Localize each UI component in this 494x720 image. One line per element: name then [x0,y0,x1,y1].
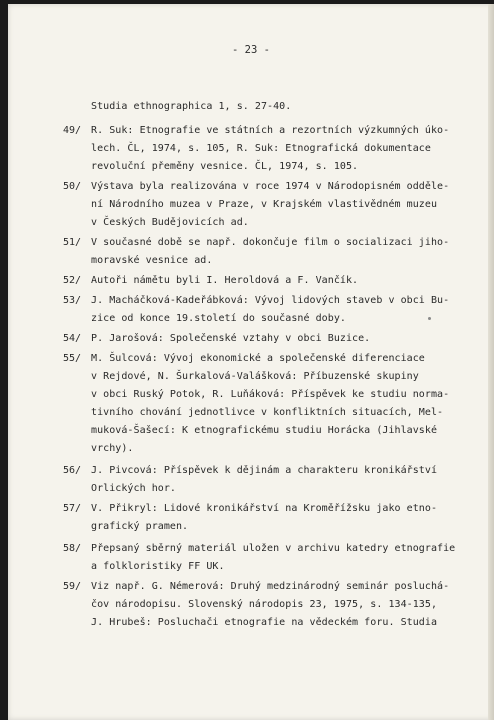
note-number: 53/ [63,295,82,306]
document-page [8,4,494,720]
line-text: M. Šulcová: Vývoj ekonomické a společenské diferenciace [91,353,425,364]
line-text: v Rejdové, N. Šurkalová-Valášková: Příbuzenské skupiny [91,371,419,382]
note-number: 50/ [63,181,82,192]
line-text: zice od konce 19.století do současné doby. [91,313,346,324]
line-text: J. Hrubeš: Posluchači etnografie na vědeckém foru. Studia [91,617,438,628]
line-text: a folkloristiky FF UK. [91,561,225,572]
page-number: - 23 - [232,44,270,56]
line-text: Studia ethnographica 1, s. 27-40. [91,101,292,112]
line-text: v obci Ruský Potok, R. Luňáková: Příspěvek ke studiu norma- [91,389,450,400]
line-text: Přepsaný sběrný materiál uložen v archivu katedry etnografie [91,543,456,554]
line-text: muková-Šašecí: K etnografickému studiu Horácka (Jihlavské [91,425,438,436]
note-number: 55/ [63,353,82,364]
note-number: 56/ [63,465,82,476]
line-text: V současné době se např. dokončuje film o socializaci jiho- [91,237,450,248]
line-text: P. Jarošová: Společenské vztahy v obci Buzice. [91,333,371,344]
line-text: ní Národního muzea v Praze, v Krajském vlastivědném muzeu [91,199,438,210]
line-text: Orlických hor. [91,483,176,494]
line-text: R. Suk: Etnografie ve státních a rezortních výzkumných úko- [91,125,450,136]
line-text: Autoři námětu byli I. Heroldová a F. Vančík. [91,275,359,286]
line-text: moravské vesnice ad. [91,255,213,266]
line-text: čov národopisu. Slovenský národopis 23, 1975, s. 134-135, [91,599,438,610]
line-text: revoluční přeměny vesnice. ČL, 1974, s. 105. [91,161,359,172]
note-number: 52/ [63,275,82,286]
page-edge [488,4,494,720]
note-number: 58/ [63,543,82,554]
line-text: V. Přikryl: Lidové kronikářství na Kroměřížsku jako etno- [91,503,438,514]
line-text: tivního chování jednotlivce v konfliktních situacích, Mel- [91,407,444,418]
note-number: 51/ [63,237,82,248]
line-text: Viz např. G. Némerová: Druhý medzinárodný seminár posluchá- [91,581,450,592]
line-text: grafický pramen. [91,521,189,532]
note-number: 49/ [63,125,82,136]
line-text: vrchy). [91,443,134,454]
line-text: lech. ČL, 1974, s. 105, R. Suk: Etnografická dokumentace [91,143,431,154]
note-number: 59/ [63,581,82,592]
line-text: J. Pivcová: Příspěvek k dějinám a charakteru kronikářství [91,465,438,476]
speck-mark [428,317,431,320]
note-number: 54/ [63,333,82,344]
note-number: 57/ [63,503,82,514]
line-text: v Českých Budějovicích ad. [91,217,249,228]
line-text: Výstava byla realizována v roce 1974 v Národopisném odděle- [91,181,450,192]
line-text: J. Macháčková-Kadeřábková: Vývoj lidových staveb v obci Bu- [91,295,450,306]
